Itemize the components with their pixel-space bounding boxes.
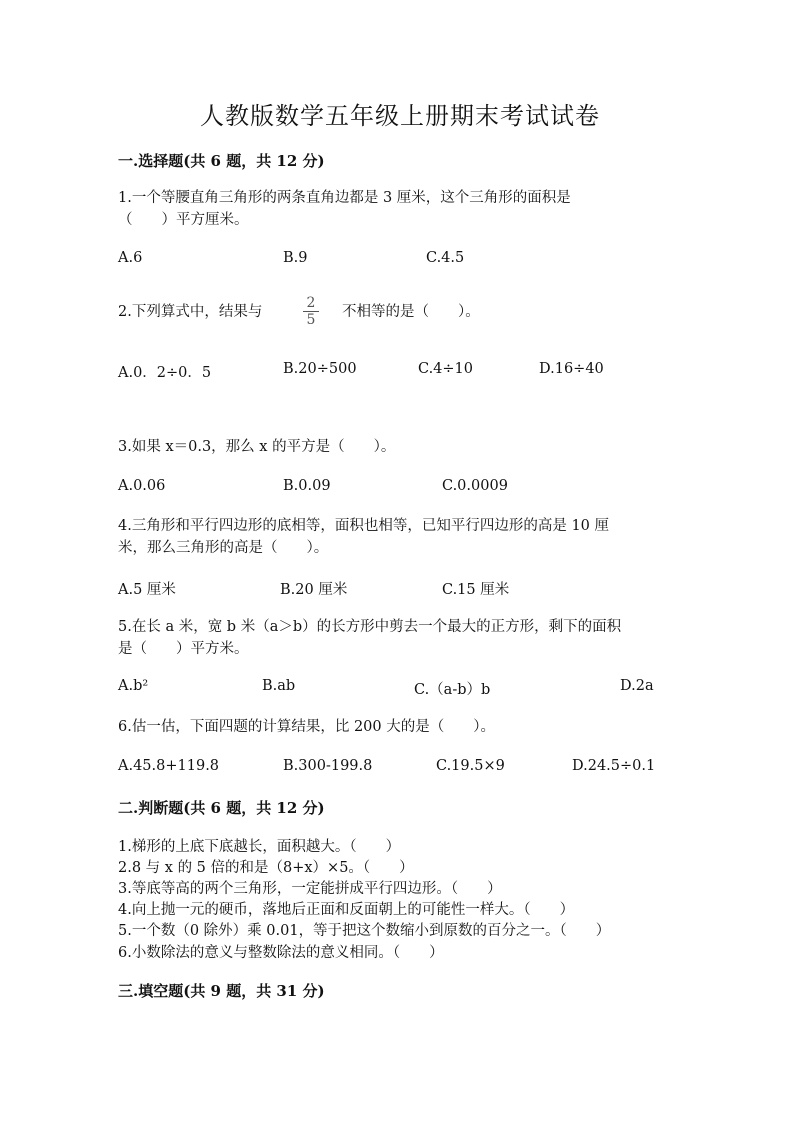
question-2-option-c: C.4÷10	[418, 361, 474, 377]
section-heading-fill-in: 三.填空题(共 9 题，共 31 分)	[118, 982, 325, 1000]
question-3-option-a: A.0.06	[118, 478, 166, 494]
question-6-line-1: 6.估一估，下面四题的计算结果，比 200 大的是（ ）。	[118, 719, 495, 735]
question-5-option-b: B.ab	[262, 678, 296, 694]
question-6-option-d: D.24.5÷0.1	[572, 758, 656, 774]
question-2-suffix: 不相等的是（ ）。	[342, 304, 480, 320]
question-6-option-c: C.19.5×9	[436, 758, 505, 774]
section-heading-choice: 一.选择题(共 6 题，共 12 分)	[118, 152, 325, 170]
judgement-item-5: 5.一个数（0 除外）乘 0.01，等于把这个数缩小到原数的百分之一。（ ）	[118, 923, 611, 939]
question-4-line-2: 米，那么三角形的高是（ ）。	[118, 540, 329, 556]
question-5-line-1: 5.在长 a 米，宽 b 米（a＞b）的长方形中剪去一个最大的正方形，剩下的面积	[118, 619, 622, 635]
question-4-option-b: B.20 厘米	[280, 582, 348, 598]
question-1-option-c: C.4.5	[426, 250, 465, 266]
question-6-option-b: B.300-199.8	[283, 758, 373, 774]
page-title: 人教版数学五年级上册期末考试试卷	[200, 102, 600, 130]
question-1-option-a: A.6	[118, 250, 143, 266]
section-heading-judgement: 二.判断题(共 6 题，共 12 分)	[118, 799, 325, 817]
question-3-line-1: 3.如果 x＝0.3，那么 x 的平方是（ ）。	[118, 439, 396, 455]
question-5-option-d: D.2a	[620, 678, 654, 694]
question-2-option-d: D.16÷40	[539, 361, 604, 377]
question-2-option-b: B.20÷500	[283, 361, 357, 377]
question-2-prefix: 2.下列算式中，结果与	[118, 304, 263, 320]
question-5-option-c: C.（a-b）b	[414, 682, 491, 698]
judgement-item-3: 3.等底等高的两个三角形，一定能拼成平行四边形。（ ）	[118, 881, 502, 897]
question-6-option-a: A.45.8+119.8	[118, 758, 220, 774]
judgement-item-1: 1.梯形的上底下底越长，面积越大。（ ）	[118, 839, 401, 855]
question-1-line-1: 1.一个等腰直角三角形的两条直角边都是 3 厘米，这个三角形的面积是	[118, 190, 571, 206]
judgement-item-6: 6.小数除法的意义与整数除法的意义相同。（ ）	[118, 945, 444, 961]
question-4-line-1: 4.三角形和平行四边形的底相等，面积也相等，已知平行四边形的高是 10 厘	[118, 518, 610, 534]
judgement-item-4: 4.向上抛一元的硬币，落地后正面和反面朝上的可能性一样大。（ ）	[118, 902, 575, 918]
question-5-line-2: 是（ ）平方米。	[118, 641, 249, 657]
question-1-line-2: （ ）平方厘米。	[118, 212, 249, 228]
question-1-option-b: B.9	[283, 250, 308, 266]
question-3-option-c: C.0.0009	[442, 478, 508, 494]
question-5-option-a: A.b²	[118, 678, 149, 694]
judgement-item-2: 2.8 与 x 的 5 倍的和是（8+x）×5。（ ）	[118, 860, 414, 876]
question-4-option-c: C.15 厘米	[442, 582, 510, 598]
fraction-numerator: 2	[306, 295, 316, 311]
question-3-option-b: B.0.09	[283, 478, 331, 494]
question-2-option-a: A.0．2÷0．5	[118, 365, 212, 381]
fraction-denominator: 5	[306, 312, 316, 328]
question-4-option-a: A.5 厘米	[118, 582, 176, 598]
fraction-two-fifths	[303, 296, 319, 327]
